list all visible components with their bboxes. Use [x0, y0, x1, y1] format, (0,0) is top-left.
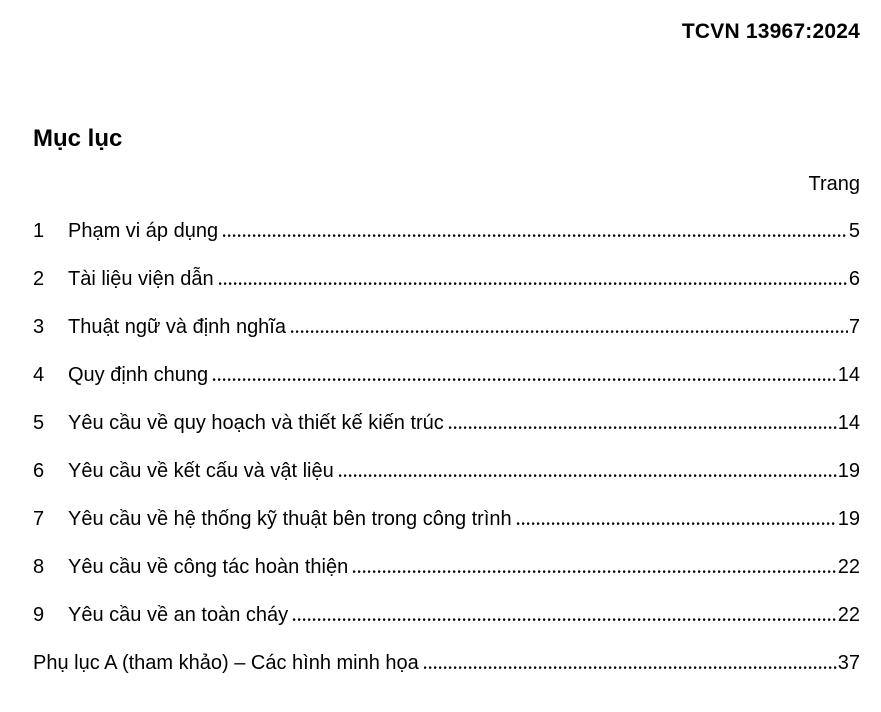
dot-leader [213, 378, 837, 381]
toc-entry-title: Quy định chung [68, 364, 209, 386]
page-column-label: Trang [808, 173, 860, 195]
toc-entry-page: 19 [837, 508, 860, 530]
toc-entry-page: 6 [848, 268, 860, 290]
toc-entry[interactable] [33, 458, 860, 484]
dot-leader [424, 666, 837, 669]
toc-entry[interactable] [33, 266, 860, 292]
toc-entry-number: 3 [33, 316, 45, 338]
toc-entry-number: 6 [33, 460, 45, 482]
document-page [0, 20, 881, 712]
toc-entry-title: Yêu cầu về hệ thống kỹ thuật bên trong công trình [68, 508, 512, 530]
toc-entry-number: 2 [33, 268, 45, 290]
toc-entry-page: 19 [837, 460, 860, 482]
toc-entry-number: 5 [33, 412, 45, 434]
dot-leader [291, 330, 848, 333]
toc-entry-title: Phụ lục A (tham khảo) – Các hình minh họa [33, 652, 419, 674]
dot-leader [339, 474, 837, 477]
dot-leader [353, 570, 837, 573]
toc-entry[interactable] [33, 218, 860, 244]
toc-entry-number: 1 [33, 220, 45, 242]
toc-entry-number: 8 [33, 556, 45, 578]
toc-entry[interactable] [33, 314, 860, 340]
dot-leader [223, 234, 848, 237]
document-code: TCVN 13967:2024 [681, 20, 860, 43]
dot-leader [449, 426, 837, 429]
dot-leader [219, 282, 848, 285]
dot-leader [293, 618, 837, 621]
toc-entry-number: 4 [33, 364, 45, 386]
toc-entry[interactable] [33, 362, 860, 388]
toc-entry-page: 14 [837, 412, 860, 434]
toc-entry-title: Thuật ngữ và định nghĩa [68, 316, 286, 338]
dot-leader [517, 522, 837, 525]
toc-entry-title: Yêu cầu về kết cấu và vật liệu [68, 460, 334, 482]
toc-entry-title: Phạm vi áp dụng [68, 220, 219, 242]
toc-entry-page: 22 [837, 604, 860, 626]
toc-entry-page: 14 [837, 364, 860, 386]
table-of-contents [33, 218, 860, 676]
toc-entry-page: 37 [837, 652, 860, 674]
page-title: Mục lục [33, 125, 123, 152]
toc-entry-title: Yêu cầu về quy hoạch và thiết kế kiến trúc [68, 412, 444, 434]
toc-entry[interactable] [33, 602, 860, 628]
toc-entry-page: 5 [848, 220, 860, 242]
toc-entry-page: 22 [837, 556, 860, 578]
toc-entry-page: 7 [848, 316, 860, 338]
toc-entry-title: Yêu cầu về an toàn cháy [68, 604, 289, 626]
toc-entry-title: Yêu cầu về công tác hoàn thiện [68, 556, 349, 578]
toc-entry-number: 7 [33, 508, 45, 530]
toc-entry[interactable] [33, 410, 860, 436]
toc-entry-number: 9 [33, 604, 45, 626]
toc-entry[interactable] [33, 506, 860, 532]
toc-entry-title: Tài liệu viện dẫn [68, 268, 214, 290]
toc-entry[interactable] [33, 554, 860, 580]
toc-entry[interactable] [33, 650, 860, 676]
